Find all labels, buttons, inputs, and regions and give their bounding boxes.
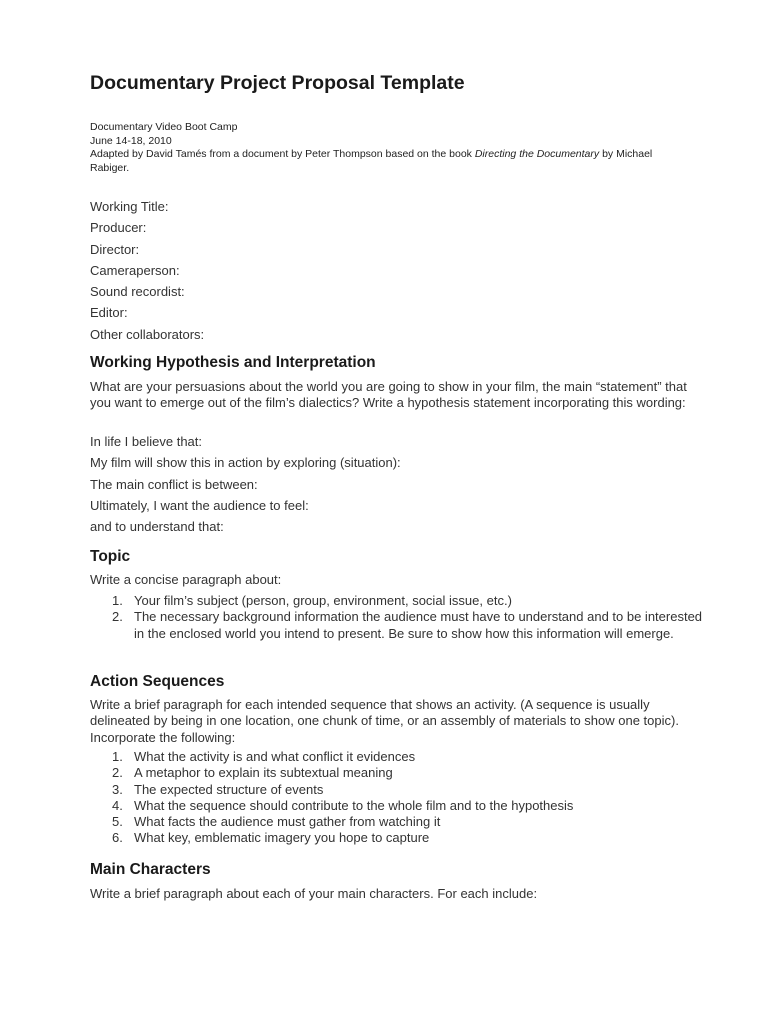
list-item-text: What key, emblematic imagery you hope to capture — [134, 830, 430, 846]
prompt-feel: Ultimately, I want the audience to feel: — [90, 497, 309, 513]
meta-book-title: Directing the Documentary — [474, 148, 600, 160]
meta-attribution-suffix: by Michael Rabiger. — [90, 148, 653, 174]
meta-dates: June 14-18, 2010 — [90, 134, 172, 147]
action-heading: Action Sequences — [90, 673, 225, 690]
field-working-title: Working Title: — [90, 199, 169, 214]
list-item-number: 3. — [112, 781, 123, 797]
list-item-number: 1. — [112, 749, 123, 764]
list-item-text: The expected structure of events — [134, 781, 324, 797]
list-item-number: 4. — [112, 797, 123, 813]
field-cameraperson: Cameraperson: — [90, 262, 180, 278]
list-item-number: 1. — [112, 593, 123, 608]
list-item — [90, 782, 710, 798]
list-item-text: Your film’s subject (person, group, environment, social issue, etc.) — [134, 593, 512, 608]
topic-heading: Topic — [90, 548, 131, 565]
list-item — [90, 814, 710, 830]
document-meta — [90, 121, 690, 175]
topic-intro: Write a concise paragraph about: — [90, 572, 282, 587]
characters-heading: Main Characters — [90, 861, 211, 878]
list-item-number: 6. — [112, 830, 123, 846]
action-intro: Write a brief paragraph for each intended sequence that shows an activity. (A sequence is usually delineated by being in one location, one chunk of time, or an assembly of materials to show one topic). Incorporate the following: — [90, 697, 679, 745]
field-other-collaborators: Other collaborators: — [90, 326, 205, 342]
list-item-number: 2. — [112, 765, 123, 781]
prompt-understand: and to understand that: — [90, 519, 224, 535]
list-item — [90, 765, 710, 781]
list-item-number: 5. — [112, 814, 123, 830]
characters-intro: Write a brief paragraph about each of your main characters. For each include: — [90, 886, 538, 901]
list-item — [90, 749, 710, 765]
document-title: Documentary Project Proposal Template — [90, 72, 465, 94]
list-item — [90, 798, 710, 814]
list-item-text: A metaphor to explain its subtextual meaning — [134, 765, 393, 781]
hypothesis-intro: What are your persuasions about the world you are going to show in your film, the main “statement” that you want to emerge out of the film’s dialectics? Write a hypothesis statement incorporating this wording: — [90, 379, 687, 411]
list-item-text: What facts the audience must gather from watching it — [134, 814, 441, 830]
topic-list — [90, 593, 710, 642]
field-editor: Editor: — [90, 305, 128, 321]
meta-attribution — [90, 148, 690, 175]
hypothesis-heading: Working Hypothesis and Interpretation — [90, 354, 376, 371]
prompt-conflict: The main conflict is between: — [90, 476, 258, 492]
credit-fields — [90, 196, 204, 345]
field-sound-recordist: Sound recordist: — [90, 284, 185, 300]
list-item-number: 2. — [112, 609, 123, 625]
list-item — [90, 830, 710, 846]
prompt-situation: My film will show this in action by exploring (situation): — [90, 455, 401, 471]
field-producer: Producer: — [90, 220, 147, 236]
list-item — [90, 593, 710, 609]
hypothesis-prompts — [90, 431, 401, 537]
meta-attribution-prefix: Adapted by David Tamés from a document by Peter Thompson based on the book — [90, 148, 475, 160]
prompt-belief: In life I believe that: — [90, 434, 203, 449]
action-list — [90, 749, 710, 847]
meta-course: Documentary Video Boot Camp — [90, 121, 238, 133]
list-item-text: What the sequence should contribute to the whole film and to the hypothesis — [134, 797, 574, 813]
field-director: Director: — [90, 241, 140, 257]
list-item-text: What the activity is and what conflict it evidences — [134, 749, 416, 764]
list-item-text: The necessary background information the audience must have to understand and to be interested in the enclosed world you intend to present. Be sure to show how this information will emerge. — [134, 609, 703, 641]
list-item — [90, 609, 710, 642]
